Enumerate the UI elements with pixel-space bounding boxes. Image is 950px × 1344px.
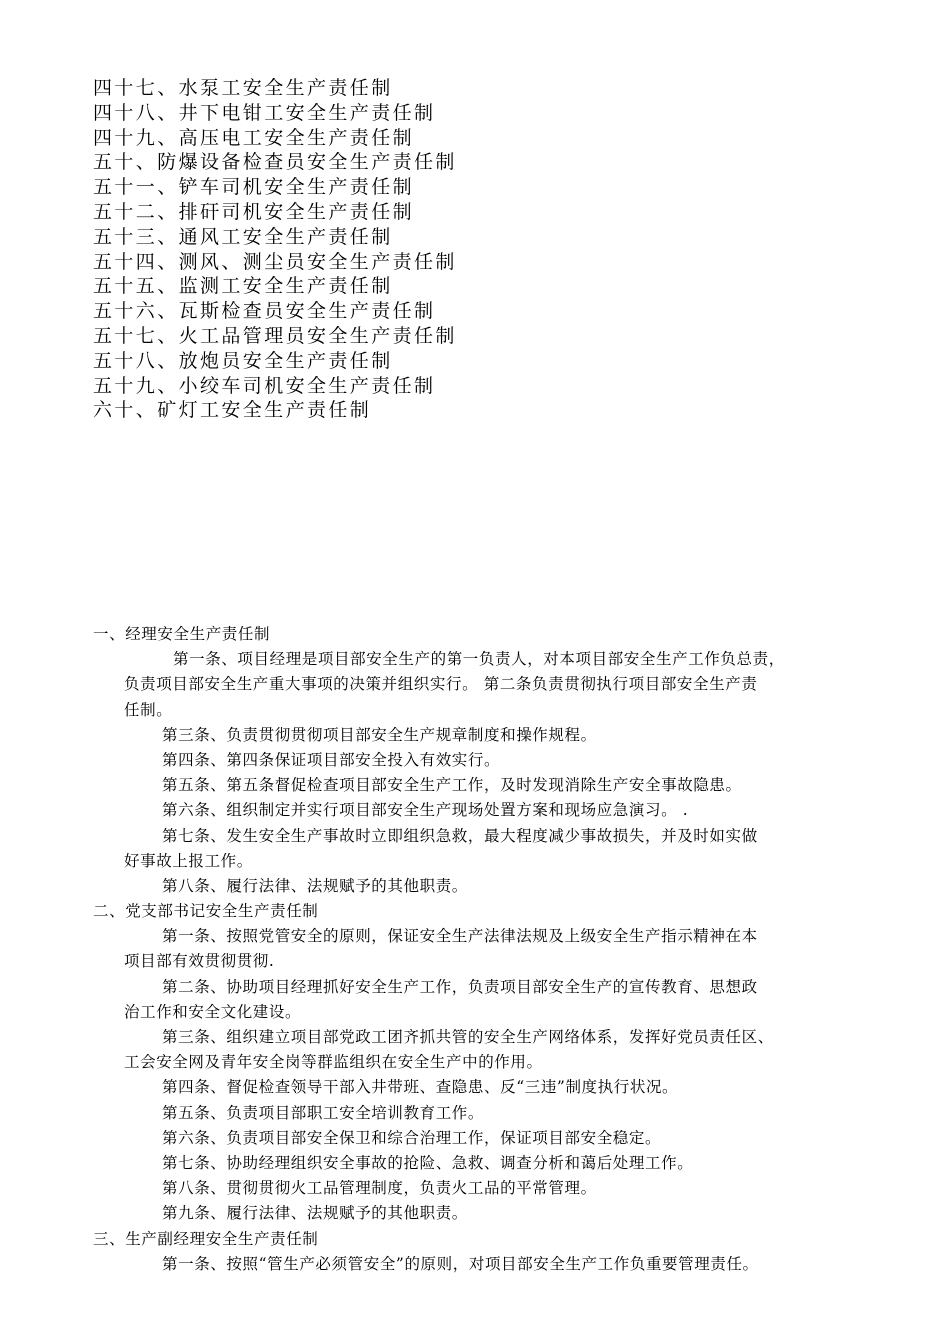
paragraph-line: 第七条、发生安全生产事故时立即组织急救，最大程度减少事故损失，并及时如实做 (162, 826, 758, 845)
paragraph-line: 第五条、第五条督促检查项目部安全生产工作，及时发现消除生产安全事故隐患。 (162, 776, 742, 795)
paragraph-line: 第四条、第四条保证项目部安全投入有效实行。 (162, 750, 501, 769)
section-heading: 三、生产副经理安全生产责任制 (93, 1229, 319, 1248)
paragraph-line: 治工作和安全文化建设。 (124, 1002, 302, 1021)
toc-item: 五十七、火工品管理员安全生产责任制 (93, 324, 457, 347)
toc-item: 五十二、排矸司机安全生产责任制 (93, 200, 415, 223)
toc-item: 五十、防爆设备检查员安全生产责任制 (93, 151, 457, 174)
paragraph-line: 项目部有效贯彻贯彻. (124, 952, 275, 971)
paragraph-line: 第八条、贯彻贯彻火工品管理制度，负责火工品的平常管理。 (162, 1179, 597, 1198)
toc-item: 五十三、通风工安全生产责任制 (93, 225, 393, 248)
paragraph-line: 第二条、协助项目经理抓好安全生产工作，负责项目部安全生产的宣传教育、思想政 (162, 977, 758, 996)
toc-item: 四十七、水泵工安全生产责任制 (93, 77, 393, 99)
paragraph-line: 工会安全网及青年安全岗等群监组织在安全生产中的作用。 (124, 1053, 543, 1072)
section-manager (93, 622, 893, 899)
paragraph-line: 任制。 (124, 700, 173, 719)
section-heading: 二、党支部书记安全生产责任制 (93, 902, 319, 921)
section-party-secretary (93, 899, 893, 1226)
toc-item: 五十一、铲车司机安全生产责任制 (93, 176, 415, 199)
table-of-contents (93, 76, 457, 423)
paragraph-line: 好事故上报工作。 (124, 851, 253, 870)
paragraph-line: 第一条、项目经理是项目部安全生产的第一负责人，对本项目部安全生产工作负总责， (173, 650, 785, 669)
paragraph-line: 第一条、按照“管生产必须管安全”的原则，对项目部安全生产工作负重要管理责任。 (162, 1254, 759, 1273)
section-heading: 一、经理安全生产责任制 (93, 625, 271, 643)
paragraph-line: 第四条、督促检查领导干部入井带班、查隐患、反“三违”制度执行状况。 (162, 1078, 679, 1097)
document-body (93, 622, 893, 1277)
paragraph-line: 第六条、组织制定并实行项目部安全生产现场处置方案和现场应急演习。 . (162, 801, 689, 820)
paragraph-line: 第一条、按照党管安全的原则，保证安全生产法律法规及上级安全生产指示精神在本 (162, 927, 758, 946)
toc-item: 五十六、瓦斯检查员安全生产责任制 (93, 300, 436, 323)
toc-item: 四十八、井下电钳工安全生产责任制 (93, 101, 436, 124)
paragraph-line: 第九条、履行法律、法规赋予的其他职责。 (162, 1204, 468, 1223)
paragraph-line: 第五条、负责项目部职工安全培训教育工作。 (162, 1103, 485, 1122)
toc-item: 五十四、测风、测尘员安全生产责任制 (93, 250, 457, 273)
toc-item: 四十九、高压电工安全生产责任制 (93, 126, 415, 149)
paragraph-line: 第七条、协助经理组织安全事故的抢险、急救、调查分析和蔼后处理工作。 (162, 1153, 694, 1172)
paragraph-line: 第六条、负责项目部安全保卫和综合治理工作，保证项目部安全稳定。 (162, 1128, 662, 1147)
section-production-deputy (93, 1227, 893, 1277)
paragraph-line: 负责项目部安全生产重大事项的决策并组织实行。 第二条负责贯彻执行项目部安全生产责 (124, 675, 758, 694)
toc-item: 五十五、监测工安全生产责任制 (93, 275, 393, 298)
toc-item: 五十九、小绞车司机安全生产责任制 (93, 374, 436, 397)
paragraph-line: 第三条、组织建立项目部党政工团齐抓共管的安全生产网络体系，发挥好党员责任区、 (162, 1028, 774, 1046)
toc-item: 六十、矿灯工安全生产责任制 (93, 399, 372, 422)
paragraph-line: 第八条、履行法律、法规赋予的其他职责。 (162, 876, 468, 895)
paragraph-line: 第三条、负责贯彻贯彻项目部安全生产规章制度和操作规程。 (162, 725, 597, 744)
toc-item: 五十八、放炮员安全生产责任制 (93, 349, 393, 372)
